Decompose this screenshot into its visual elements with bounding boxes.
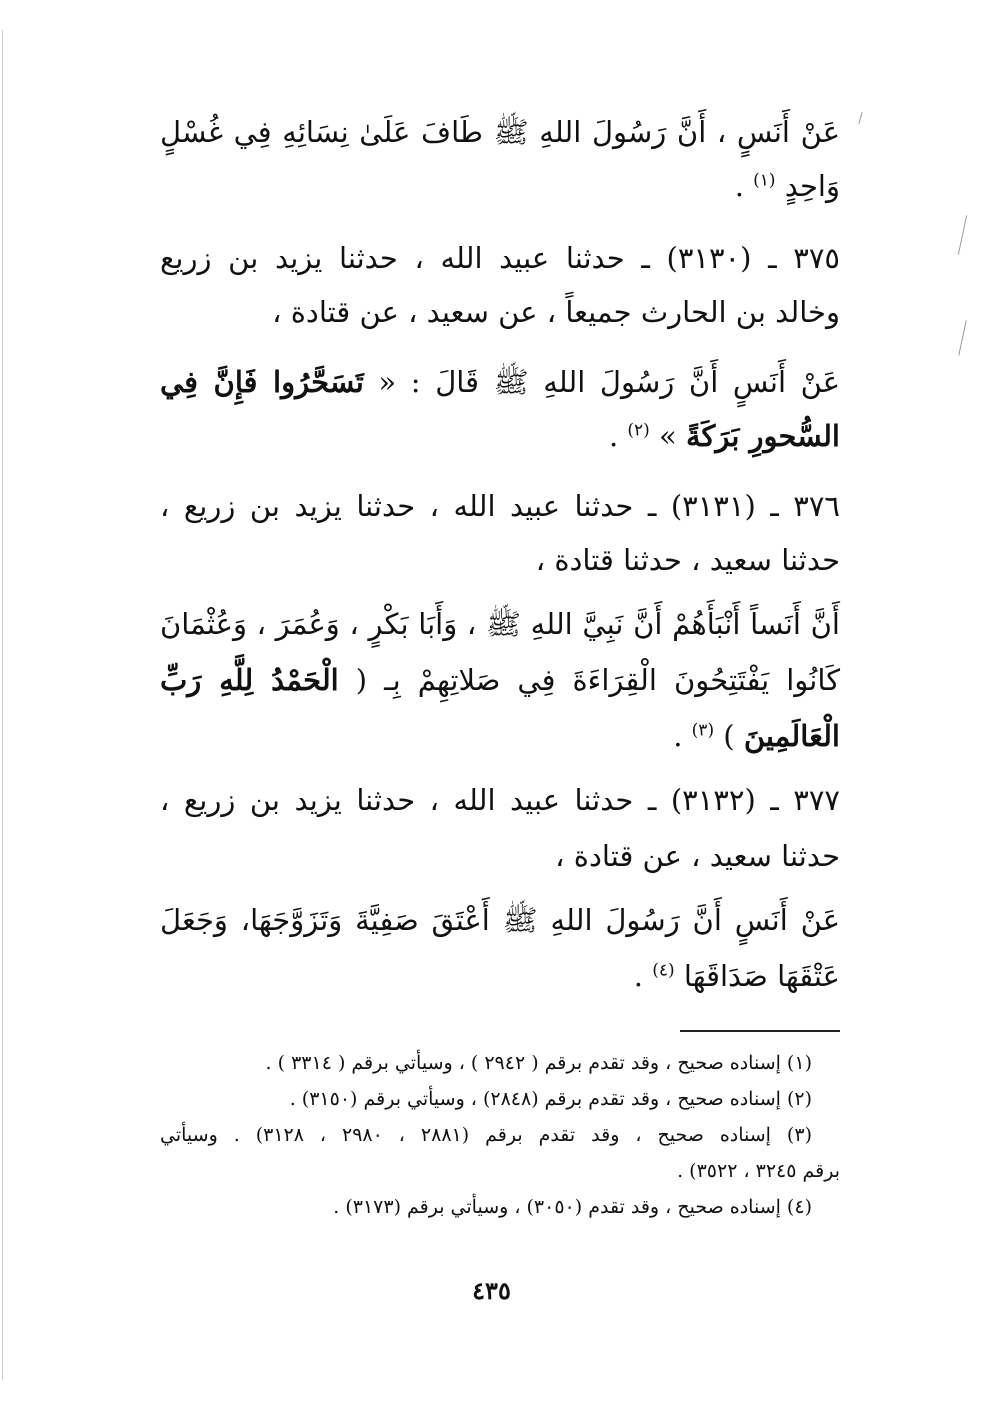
- footnote-3-cont: برقم ٣٢٤٥ ، ٣٥٢٢) .: [677, 1160, 840, 1182]
- isnad-377: ٣٧٧ ـ (٣١٣٢) ـ حدثنا عبيد الله ، حدثنا يزيد بن زريع ، حدثنا سعيد ، عن قتادة ،: [160, 783, 840, 873]
- scan-margin-line: [2, 30, 3, 1380]
- hadith-text-2: عَنْ أَنَسٍ أَنَّ رَسُولَ اللهِ ﷺ قَالَ : « تَسَحَّرُوا فَإِنَّ فِي السُّحورِ بَرَكَةً » $^{(٢)}$ .: [160, 365, 841, 453]
- footnote-separator: [680, 1030, 840, 1032]
- hadith-text-4: عَنْ أَنَسٍ أَنَّ رَسُولَ اللهِ ﷺ أَعْتَقَ صَفِيَّةَ وَتَزَوَّجَهَا، وَجَعَلَ عَتْقَهَا صَدَاقَهَا $^{(٤)}$ .: [160, 903, 840, 993]
- scan-speck: [958, 215, 967, 254]
- isnad-375: ٣٧٥ ـ (٣١٣٠) ـ حدثنا عبيد الله ، حدثنا يزيد بن زريع وخالد بن الحارث جميعاً ، عن سعيد ، عن قتادة ،: [160, 241, 840, 329]
- footnote-3: (٣) إسناده صحيح ، وقد تقدم برقم (٢٨٨١ ، ٢٩٨٠ ، ٣١٢٨) . وسيأتي: [160, 1124, 812, 1146]
- footnote-2: (٢) إسناده صحيح ، وقد تقدم برقم (٢٨٤٨) ، وسيأتي برقم (٣١٥٠) .: [289, 1088, 812, 1110]
- scan-speck: [858, 112, 862, 124]
- footnotes: [160, 1050, 840, 1240]
- footnote-1: (١) إسناده صحيح ، وقد تقدم برقم ( ٢٩٤٢ ) ، وسيأتي برقم ( ٣٣١٤ ) .: [265, 1052, 812, 1074]
- hadith-text-3: أَنَّ أَنَساً أَنْبَأَهُمْ أَنَّ نَبِيَّ اللهِ ﷺ ، وَأَبَا بَكْرٍ ، وَعُمَرَ ، وَعُثْمَانَ كَانُوا يَفْتَتِحُونَ الْقِرَاءَةَ فِي صَلاتِهِمْ بِـ ( الْحَمْدُ لِلَّهِ رَبِّ الْعَالَمِينَ ) $^{(٣)}$ .: [160, 607, 840, 753]
- isnad-376: ٣٧٦ ـ (٣١٣١) ـ حدثنا عبيد الله ، حدثنا يزيد بن زريع ، حدثنا سعيد ، حدثنا قتادة ،: [160, 489, 840, 577]
- footnote-ref-1[interactable]: (١): [753, 170, 776, 191]
- footnote-4: (٤) إسناده صحيح ، وقد تقدم (٣٠٥٠) ، وسيأتي برقم (٣١٧٣) .: [333, 1196, 812, 1218]
- footnote-ref-4[interactable]: (٤): [652, 960, 675, 981]
- footnote-ref-2[interactable]: (٢): [627, 420, 650, 441]
- scan-speck: [958, 320, 966, 355]
- footnote-ref-3[interactable]: (٣): [691, 720, 715, 741]
- hadith-text-1: عَنْ أَنَسٍ ، أَنَّ رَسُولَ اللهِ ﷺ طَافَ عَلَىٰ نِسَائِهِ فِي غُسْلٍ وَاحِدٍ $^{(١)}$ .: [160, 115, 840, 203]
- page-number: ٤٣٥: [472, 1276, 511, 1305]
